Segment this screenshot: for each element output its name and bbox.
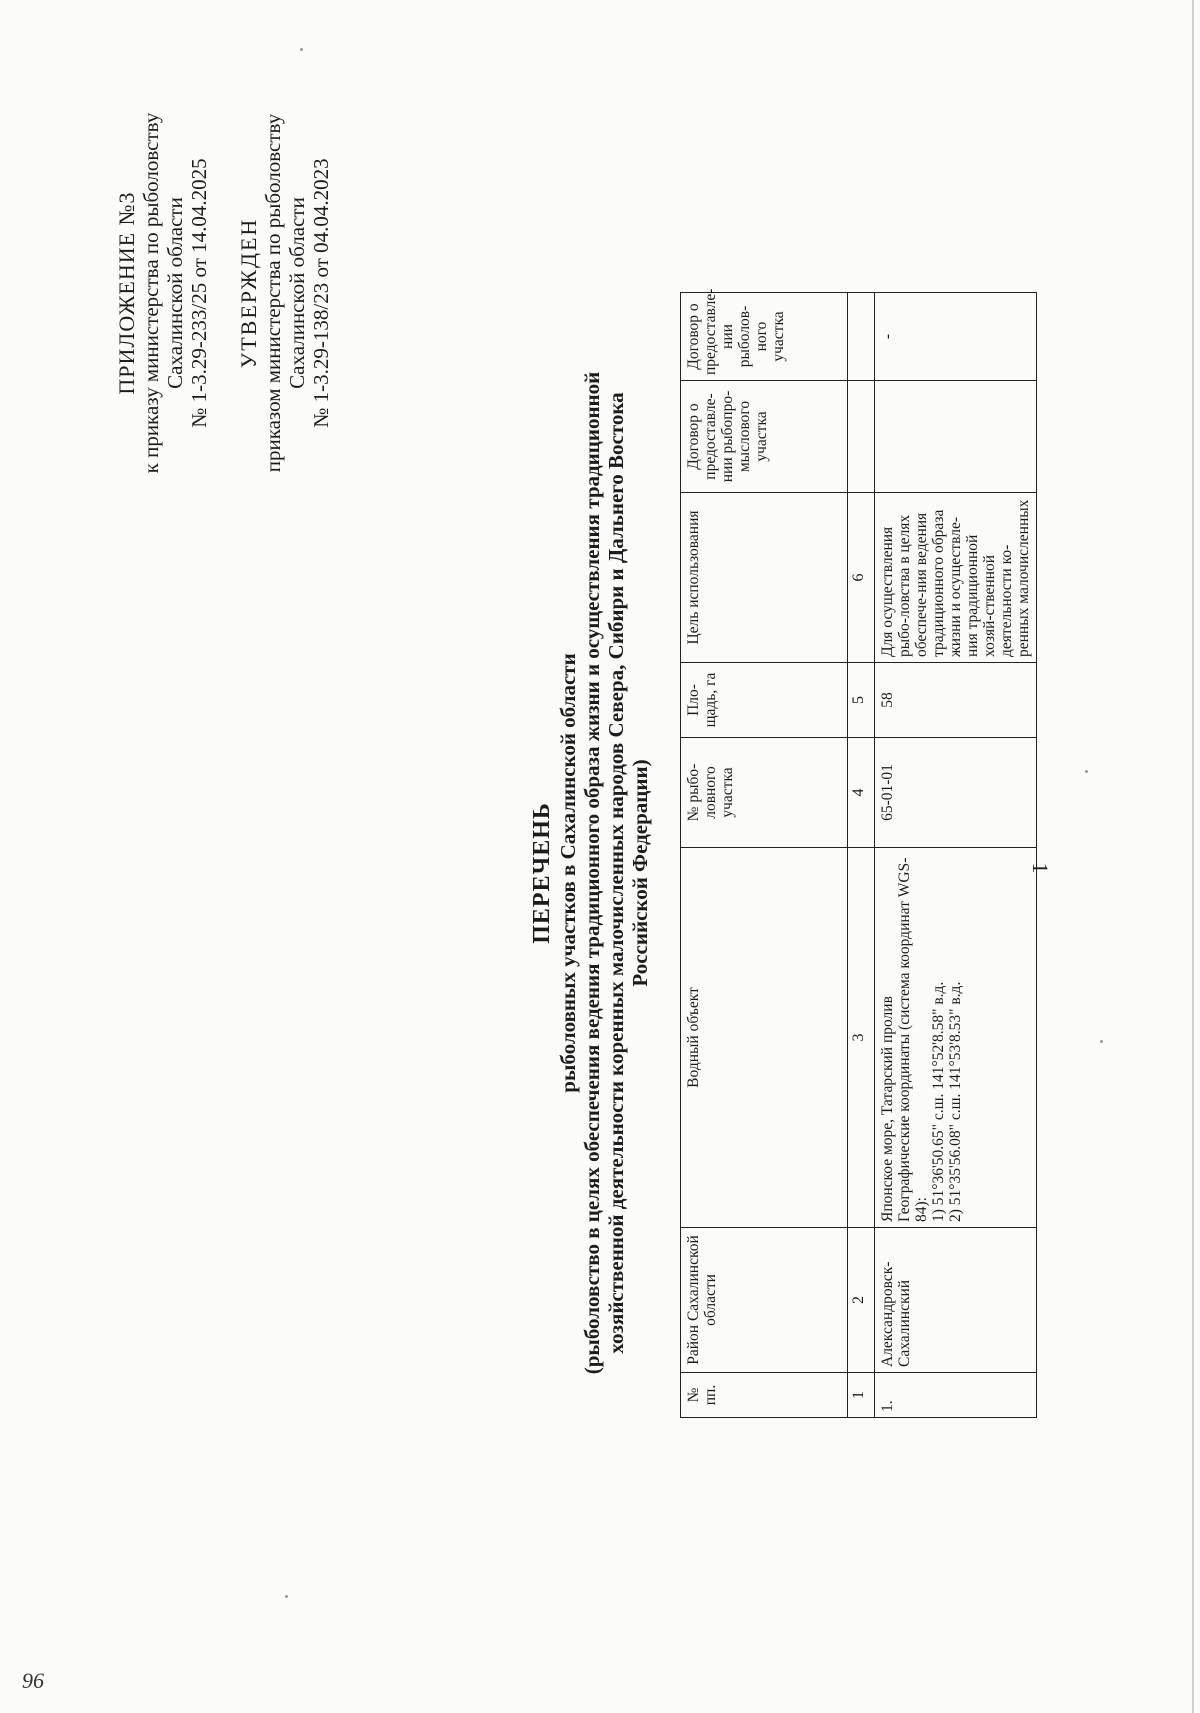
header-contract-fishing-ground: Договор о предоставле-нии рыбопро-мыслового участка: [681, 381, 848, 493]
column-number: 2: [848, 1228, 875, 1373]
title-main: ПЕРЕЧЕНЬ: [529, 802, 555, 944]
header-area: Пло-щадь, га: [681, 663, 848, 738]
header-purpose: Цель использования: [681, 493, 848, 663]
header-water-body: Водный объект: [681, 848, 848, 1228]
row-water-body: [875, 848, 1037, 1228]
row-plot-number: 65-01-01: [875, 738, 1037, 848]
header-contract-fishing-plot: Договор о предоставле-нии рыболов-ного участка: [681, 293, 848, 381]
title-line-4: Российской Федерации): [628, 759, 652, 987]
table-header-row: [681, 293, 848, 1418]
handwritten-note: 96: [22, 1668, 44, 1693]
title-line-3: хозяйственной деятельности коренных малочисленных народов Севера, Сибири и Дальнего Востока: [604, 392, 628, 1354]
column-number: 6: [848, 493, 875, 663]
table-row: [875, 293, 1037, 1418]
column-number: 3: [848, 848, 875, 1228]
row-district: Александровск-Сахалинский: [875, 1228, 1037, 1373]
appendix-label: ПРИЛОЖЕНИЕ №3: [114, 191, 139, 395]
coordinate-point-1: 1) 51°36'50.65" с.ш. 141°52'8.58" в.д.: [930, 981, 947, 1222]
coordinate-point-2: 2) 51°35'56.08" с.ш. 141°53'8.53" в.д.: [947, 981, 964, 1222]
approved-by: приказом министерства по рыболовству: [261, 113, 285, 473]
column-number: 4: [848, 738, 875, 848]
approval-block: [115, 58, 333, 528]
appendix-to-order: к приказу министерства по рыболовству: [139, 112, 163, 474]
approved-number: № 1-3.29-138/23 от 04.04.2023: [309, 158, 333, 428]
column-number: [848, 381, 875, 493]
appendix-region: Сахалинской области: [163, 197, 187, 389]
row-area: 58: [875, 663, 1037, 738]
water-body-name: Японское море, Татарский пролив: [879, 996, 896, 1222]
document-title: [530, 313, 652, 1433]
header-no: № пп.: [681, 1373, 848, 1418]
header-district: Район Сахалинской области: [681, 1228, 848, 1373]
page-number: 1: [1028, 862, 1053, 874]
header-plot-number: № рыбо-ловного участка: [681, 738, 848, 848]
coordinates-title: Географические координаты (система координат WGS-84):: [896, 857, 930, 1222]
row-contract-fishing-plot: -: [875, 293, 1037, 381]
column-number: [848, 293, 875, 381]
row-contract-fishing-ground: [875, 381, 1037, 493]
title-line-1: рыболовных участков в Сахалинской области: [556, 653, 580, 1093]
column-number: 1: [848, 1373, 875, 1418]
fishing-plots-table: [680, 288, 1037, 1418]
title-line-2: (рыболовство в целях обеспечения ведения традиционного образа жизни и осуществления традиционной: [580, 371, 604, 1375]
row-purpose: Для осуществления рыбо-ловства в целях обеспече-ния ведения традиционного образа жизни и осуществле-ния традиционной хозяй-ственной деятельности ко-ренных малочисленных: [875, 493, 1037, 663]
approved-label: УТВЕРЖДЕН: [236, 217, 261, 369]
row-no: 1.: [875, 1373, 1037, 1418]
approved-region: Сахалинской области: [285, 197, 309, 389]
column-number: 5: [848, 663, 875, 738]
appendix-order-number: № 1-3.29-233/25 от 14.04.2025: [187, 158, 211, 428]
table-column-numbers-row: [848, 293, 875, 1418]
